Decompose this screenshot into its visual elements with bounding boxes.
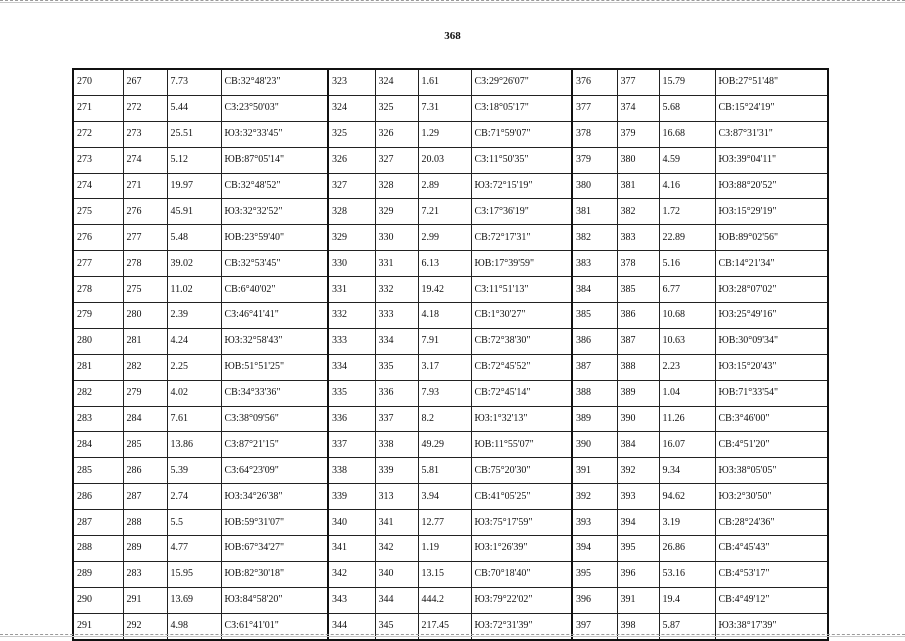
from-point-cell: 323 (328, 69, 375, 95)
table-row (73, 225, 828, 251)
bearing-cell: ЮЗ:72°15'19" (471, 173, 572, 199)
from-point-cell: 380 (572, 173, 617, 199)
to-point-cell: 272 (123, 95, 167, 121)
to-point-cell: 285 (123, 432, 167, 458)
length-cell: 45.91 (167, 199, 221, 225)
length-cell: 2.89 (418, 173, 471, 199)
bearing-cell: СВ:6°40'02" (221, 277, 328, 303)
to-point-cell: 335 (375, 354, 418, 380)
from-point-cell: 282 (73, 380, 123, 406)
bearing-cell: ЮВ:59°31'07" (221, 510, 328, 536)
from-point-cell: 325 (328, 121, 375, 147)
length-cell: 2.25 (167, 354, 221, 380)
length-cell: 53.16 (659, 561, 715, 587)
length-cell: 15.79 (659, 69, 715, 95)
length-cell: 7.21 (418, 199, 471, 225)
to-point-cell: 341 (375, 510, 418, 536)
bearing-cell: СВ:72°45'14" (471, 380, 572, 406)
length-cell: 5.39 (167, 458, 221, 484)
to-point-cell: 334 (375, 328, 418, 354)
from-point-cell: 283 (73, 406, 123, 432)
from-point-cell: 337 (328, 432, 375, 458)
to-point-cell: 275 (123, 277, 167, 303)
length-cell: 5.48 (167, 225, 221, 251)
to-point-cell: 385 (617, 277, 659, 303)
bearing-cell: СЗ:18°05'17" (471, 95, 572, 121)
to-point-cell: 345 (375, 613, 418, 639)
to-point-cell: 282 (123, 354, 167, 380)
length-cell: 7.93 (418, 380, 471, 406)
bearing-cell: ЮВ:51°51'25" (221, 354, 328, 380)
from-point-cell: 392 (572, 484, 617, 510)
bearing-cell: ЮЗ:34°26'38" (221, 484, 328, 510)
to-point-cell: 329 (375, 199, 418, 225)
from-point-cell: 394 (572, 536, 617, 562)
to-point-cell: 276 (123, 199, 167, 225)
from-point-cell: 396 (572, 587, 617, 613)
to-point-cell: 324 (375, 69, 418, 95)
from-point-cell: 285 (73, 458, 123, 484)
from-point-cell: 329 (328, 225, 375, 251)
length-cell: 5.16 (659, 251, 715, 277)
from-point-cell: 276 (73, 225, 123, 251)
bearing-cell: ЮЗ:2°30'50" (715, 484, 828, 510)
to-point-cell: 328 (375, 173, 418, 199)
length-cell: 7.73 (167, 69, 221, 95)
from-point-cell: 340 (328, 510, 375, 536)
bearing-cell: ЮЗ:39°04'11" (715, 147, 828, 173)
to-point-cell: 279 (123, 380, 167, 406)
from-point-cell: 332 (328, 303, 375, 329)
to-point-cell: 291 (123, 587, 167, 613)
to-point-cell: 338 (375, 432, 418, 458)
length-cell: 16.07 (659, 432, 715, 458)
to-point-cell: 283 (123, 561, 167, 587)
to-point-cell: 339 (375, 458, 418, 484)
to-point-cell: 273 (123, 121, 167, 147)
length-cell: 4.77 (167, 536, 221, 562)
to-point-cell: 337 (375, 406, 418, 432)
from-point-cell: 326 (328, 147, 375, 173)
from-point-cell: 330 (328, 251, 375, 277)
bearing-cell: СВ:4°49'12" (715, 587, 828, 613)
bearing-cell: СЗ:87°21'15" (221, 432, 328, 458)
bearing-cell: СВ:28°24'36" (715, 510, 828, 536)
length-cell: 1.29 (418, 121, 471, 147)
from-point-cell: 278 (73, 277, 123, 303)
length-cell: 12.77 (418, 510, 471, 536)
table-row (73, 406, 828, 432)
from-point-cell: 344 (328, 613, 375, 639)
bearing-cell: ЮЗ:79°22'02" (471, 587, 572, 613)
bearing-cell: ЮВ:67°34'27" (221, 536, 328, 562)
length-cell: 4.59 (659, 147, 715, 173)
from-point-cell: 390 (572, 432, 617, 458)
to-point-cell: 344 (375, 587, 418, 613)
from-point-cell: 381 (572, 199, 617, 225)
from-point-cell: 387 (572, 354, 617, 380)
to-point-cell: 388 (617, 354, 659, 380)
bearing-cell: СВ:15°24'19" (715, 95, 828, 121)
length-cell: 25.51 (167, 121, 221, 147)
bearing-cell: СВ:14°21'34" (715, 251, 828, 277)
length-cell: 13.86 (167, 432, 221, 458)
to-point-cell: 267 (123, 69, 167, 95)
to-point-cell: 278 (123, 251, 167, 277)
to-point-cell: 274 (123, 147, 167, 173)
length-cell: 6.77 (659, 277, 715, 303)
to-point-cell: 377 (617, 69, 659, 95)
table-row (73, 536, 828, 562)
from-point-cell: 338 (328, 458, 375, 484)
table-row (73, 561, 828, 587)
table-row (73, 147, 828, 173)
length-cell: 4.24 (167, 328, 221, 354)
from-point-cell: 279 (73, 303, 123, 329)
length-cell: 3.19 (659, 510, 715, 536)
from-point-cell: 291 (73, 613, 123, 639)
to-point-cell: 336 (375, 380, 418, 406)
length-cell: 3.94 (418, 484, 471, 510)
length-cell: 22.89 (659, 225, 715, 251)
length-cell: 5.12 (167, 147, 221, 173)
bearing-cell: ЮЗ:88°20'52" (715, 173, 828, 199)
length-cell: 217.45 (418, 613, 471, 639)
bearing-cell: ЮЗ:32°33'45" (221, 121, 328, 147)
bearing-cell: СВ:1°30'27" (471, 303, 572, 329)
bearing-cell: СЗ:64°23'09" (221, 458, 328, 484)
page-number: 368 (444, 30, 461, 42)
from-point-cell: 384 (572, 277, 617, 303)
length-cell: 11.02 (167, 277, 221, 303)
length-cell: 1.19 (418, 536, 471, 562)
to-point-cell: 340 (375, 561, 418, 587)
length-cell: 5.68 (659, 95, 715, 121)
bearing-cell: ЮЗ:1°32'13" (471, 406, 572, 432)
from-point-cell: 270 (73, 69, 123, 95)
bearing-cell: ЮЗ:15°29'19" (715, 199, 828, 225)
to-point-cell: 382 (617, 199, 659, 225)
from-point-cell: 335 (328, 380, 375, 406)
bearing-cell: СВ:41°05'25" (471, 484, 572, 510)
bearing-cell: СЗ:23°50'03" (221, 95, 328, 121)
bearing-cell: ЮВ:17°39'59" (471, 251, 572, 277)
to-point-cell: 390 (617, 406, 659, 432)
to-point-cell: 277 (123, 225, 167, 251)
bearing-cell: ЮЗ:32°32'52" (221, 199, 328, 225)
bearing-cell: СВ:72°38'30" (471, 328, 572, 354)
length-cell: 19.42 (418, 277, 471, 303)
from-point-cell: 393 (572, 510, 617, 536)
length-cell: 1.04 (659, 380, 715, 406)
bearing-cell: СВ:70°18'40" (471, 561, 572, 587)
to-point-cell: 313 (375, 484, 418, 510)
from-point-cell: 395 (572, 561, 617, 587)
bearing-cell: СВ:72°45'52" (471, 354, 572, 380)
table-row (73, 199, 828, 225)
to-point-cell: 280 (123, 303, 167, 329)
bearing-cell: ЮЗ:25°49'16" (715, 303, 828, 329)
bearing-cell: ЮЗ:28°07'02" (715, 277, 828, 303)
to-point-cell: 391 (617, 587, 659, 613)
to-point-cell: 271 (123, 173, 167, 199)
table-row (73, 69, 828, 95)
bearing-cell: ЮЗ:72°31'39" (471, 613, 572, 639)
from-point-cell: 385 (572, 303, 617, 329)
length-cell: 6.13 (418, 251, 471, 277)
length-cell: 3.17 (418, 354, 471, 380)
table-row (73, 95, 828, 121)
bearing-cell: СВ:4°51'20" (715, 432, 828, 458)
bearing-cell: ЮВ:71°33'54" (715, 380, 828, 406)
from-point-cell: 274 (73, 173, 123, 199)
to-point-cell: 289 (123, 536, 167, 562)
from-point-cell: 389 (572, 406, 617, 432)
from-point-cell: 287 (73, 510, 123, 536)
length-cell: 15.95 (167, 561, 221, 587)
to-point-cell: 327 (375, 147, 418, 173)
from-point-cell: 331 (328, 277, 375, 303)
table-row (73, 354, 828, 380)
length-cell: 8.2 (418, 406, 471, 432)
bearing-cell: СВ:32°48'52" (221, 173, 328, 199)
top-scan-edge (0, 0, 905, 3)
to-point-cell: 389 (617, 380, 659, 406)
to-point-cell: 292 (123, 613, 167, 639)
length-cell: 5.44 (167, 95, 221, 121)
from-point-cell: 376 (572, 69, 617, 95)
to-point-cell: 342 (375, 536, 418, 562)
length-cell: 5.87 (659, 613, 715, 639)
from-point-cell: 290 (73, 587, 123, 613)
table-row (73, 380, 828, 406)
from-point-cell: 271 (73, 95, 123, 121)
length-cell: 4.18 (418, 303, 471, 329)
length-cell: 19.97 (167, 173, 221, 199)
bearing-cell: СВ:3°46'00" (715, 406, 828, 432)
from-point-cell: 388 (572, 380, 617, 406)
bearing-cell: СВ:32°53'45" (221, 251, 328, 277)
to-point-cell: 396 (617, 561, 659, 587)
table-row (73, 173, 828, 199)
length-cell: 94.62 (659, 484, 715, 510)
from-point-cell: 382 (572, 225, 617, 251)
from-point-cell: 342 (328, 561, 375, 587)
to-point-cell: 379 (617, 121, 659, 147)
from-point-cell: 333 (328, 328, 375, 354)
to-point-cell: 394 (617, 510, 659, 536)
survey-table (72, 68, 829, 641)
from-point-cell: 391 (572, 458, 617, 484)
from-point-cell: 386 (572, 328, 617, 354)
table-row (73, 303, 828, 329)
length-cell: 4.16 (659, 173, 715, 199)
bottom-scan-edge (0, 634, 905, 637)
bearing-cell: СЗ:61°41'01" (221, 613, 328, 639)
length-cell: 10.68 (659, 303, 715, 329)
length-cell: 2.99 (418, 225, 471, 251)
from-point-cell: 280 (73, 328, 123, 354)
to-point-cell: 286 (123, 458, 167, 484)
from-point-cell: 272 (73, 121, 123, 147)
bearing-cell: ЮВ:89°02'56" (715, 225, 828, 251)
table-row (73, 121, 828, 147)
to-point-cell: 284 (123, 406, 167, 432)
length-cell: 1.72 (659, 199, 715, 225)
bearing-cell: ЮВ:87°05'14" (221, 147, 328, 173)
from-point-cell: 281 (73, 354, 123, 380)
from-point-cell: 379 (572, 147, 617, 173)
length-cell: 5.81 (418, 458, 471, 484)
length-cell: 13.15 (418, 561, 471, 587)
bearing-cell: СЗ:87°31'31" (715, 121, 828, 147)
to-point-cell: 384 (617, 432, 659, 458)
to-point-cell: 393 (617, 484, 659, 510)
length-cell: 7.91 (418, 328, 471, 354)
to-point-cell: 386 (617, 303, 659, 329)
to-point-cell: 281 (123, 328, 167, 354)
to-point-cell: 331 (375, 251, 418, 277)
from-point-cell: 284 (73, 432, 123, 458)
to-point-cell: 288 (123, 510, 167, 536)
bearing-cell: СЗ:11°51'13" (471, 277, 572, 303)
to-point-cell: 330 (375, 225, 418, 251)
length-cell: 4.98 (167, 613, 221, 639)
from-point-cell: 334 (328, 354, 375, 380)
bearing-cell: СЗ:38°09'56" (221, 406, 328, 432)
length-cell: 19.4 (659, 587, 715, 613)
to-point-cell: 325 (375, 95, 418, 121)
bearing-cell: ЮЗ:84°58'20" (221, 587, 328, 613)
to-point-cell: 387 (617, 328, 659, 354)
bearing-cell: ЮЗ:32°58'43" (221, 328, 328, 354)
length-cell: 2.39 (167, 303, 221, 329)
bearing-cell: СВ:34°33'36" (221, 380, 328, 406)
length-cell: 9.34 (659, 458, 715, 484)
to-point-cell: 395 (617, 536, 659, 562)
bearing-cell: ЮВ:27°51'48" (715, 69, 828, 95)
from-point-cell: 327 (328, 173, 375, 199)
from-point-cell: 341 (328, 536, 375, 562)
bearing-cell: СЗ:11°50'35" (471, 147, 572, 173)
from-point-cell: 336 (328, 406, 375, 432)
length-cell: 7.31 (418, 95, 471, 121)
to-point-cell: 374 (617, 95, 659, 121)
length-cell: 10.63 (659, 328, 715, 354)
length-cell: 20.03 (418, 147, 471, 173)
bearing-cell: ЮВ:30°09'34" (715, 328, 828, 354)
from-point-cell: 343 (328, 587, 375, 613)
bearing-cell: ЮВ:11°55'07" (471, 432, 572, 458)
length-cell: 2.23 (659, 354, 715, 380)
from-point-cell: 328 (328, 199, 375, 225)
length-cell: 13.69 (167, 587, 221, 613)
bearing-cell: СВ:32°48'23" (221, 69, 328, 95)
table-row (73, 432, 828, 458)
bearing-cell: СВ:71°59'07" (471, 121, 572, 147)
table-row (73, 484, 828, 510)
bearing-cell: ЮЗ:15°20'43" (715, 354, 828, 380)
from-point-cell: 273 (73, 147, 123, 173)
to-point-cell: 333 (375, 303, 418, 329)
to-point-cell: 383 (617, 225, 659, 251)
from-point-cell: 289 (73, 561, 123, 587)
from-point-cell: 377 (572, 95, 617, 121)
bearing-cell: СВ:72°17'31" (471, 225, 572, 251)
bearing-cell: СВ:4°45'43" (715, 536, 828, 562)
bearing-cell: ЮЗ:38°05'05" (715, 458, 828, 484)
table-row (73, 510, 828, 536)
length-cell: 7.61 (167, 406, 221, 432)
length-cell: 4.02 (167, 380, 221, 406)
bearing-cell: СЗ:46°41'41" (221, 303, 328, 329)
from-point-cell: 286 (73, 484, 123, 510)
to-point-cell: 378 (617, 251, 659, 277)
from-point-cell: 397 (572, 613, 617, 639)
length-cell: 2.74 (167, 484, 221, 510)
from-point-cell: 288 (73, 536, 123, 562)
to-point-cell: 326 (375, 121, 418, 147)
bearing-cell: ЮВ:23°59'40" (221, 225, 328, 251)
from-point-cell: 275 (73, 199, 123, 225)
bearing-cell: СВ:75°20'30" (471, 458, 572, 484)
bearing-cell: ЮЗ:38°17'39" (715, 613, 828, 639)
to-point-cell: 398 (617, 613, 659, 639)
bearing-cell: ЮЗ:1°26'39" (471, 536, 572, 562)
length-cell: 49.29 (418, 432, 471, 458)
bearing-cell: ЮВ:82°30'18" (221, 561, 328, 587)
from-point-cell: 324 (328, 95, 375, 121)
from-point-cell: 383 (572, 251, 617, 277)
length-cell: 39.02 (167, 251, 221, 277)
to-point-cell: 392 (617, 458, 659, 484)
table-row (73, 458, 828, 484)
bearing-cell: СЗ:17°36'19" (471, 199, 572, 225)
bearing-cell: СВ:4°53'17" (715, 561, 828, 587)
bearing-cell: ЮЗ:75°17'59" (471, 510, 572, 536)
table-row (73, 587, 828, 613)
to-point-cell: 381 (617, 173, 659, 199)
bearing-cell: СЗ:29°26'07" (471, 69, 572, 95)
length-cell: 444.2 (418, 587, 471, 613)
to-point-cell: 332 (375, 277, 418, 303)
table-row (73, 251, 828, 277)
from-point-cell: 339 (328, 484, 375, 510)
from-point-cell: 378 (572, 121, 617, 147)
length-cell: 1.61 (418, 69, 471, 95)
length-cell: 26.86 (659, 536, 715, 562)
length-cell: 5.5 (167, 510, 221, 536)
table-row (73, 328, 828, 354)
to-point-cell: 380 (617, 147, 659, 173)
length-cell: 11.26 (659, 406, 715, 432)
to-point-cell: 287 (123, 484, 167, 510)
from-point-cell: 277 (73, 251, 123, 277)
length-cell: 16.68 (659, 121, 715, 147)
table-row (73, 277, 828, 303)
